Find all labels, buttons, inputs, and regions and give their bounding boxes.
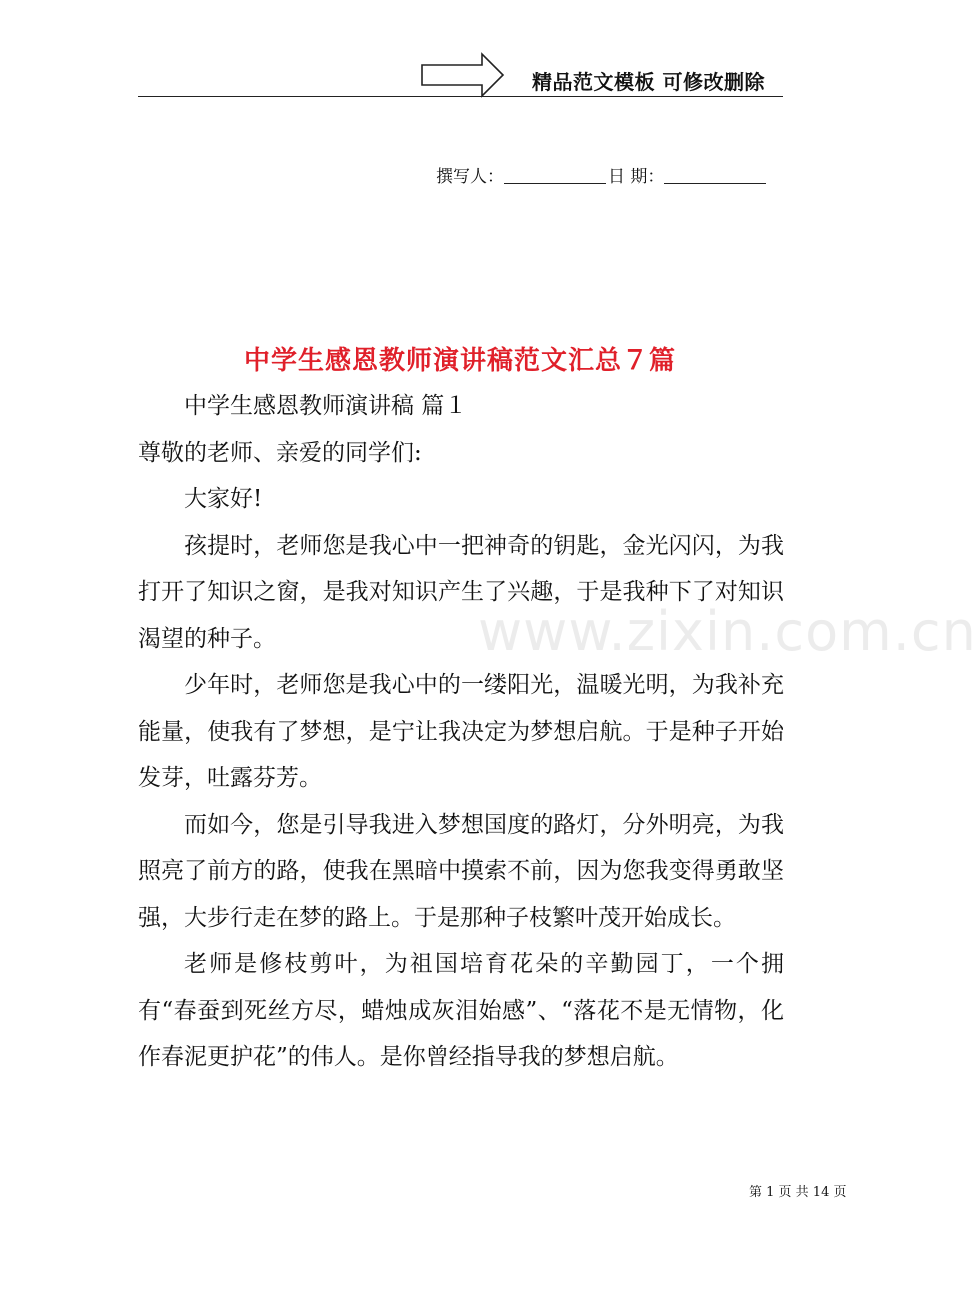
greeting: 大家好! [184,486,263,512]
author-date-line [436,162,766,187]
document-body [138,383,784,1081]
paragraph: 孩提时，老师您是我心中一把神奇的钥匙，金光闪闪，为我打开了知识之窗，是我对知识产生了兴趣，于是我种下了对知识渴望的种子。 [138,532,784,652]
salutation: 尊敬的老师、亲爱的同学们: [138,439,422,466]
date-blank [664,167,766,184]
header-banner: 精品范文模板 可修改删除 [532,70,765,94]
header-rule [138,96,783,97]
arrow-icon [420,52,506,98]
section-heading: 中学生感恩教师演讲稿 篇１ [184,393,468,419]
watermark: www.zixin.com.cn [478,600,977,663]
page-number: 第 1 页 共 14 页 [749,1185,847,1200]
paragraph: 而如今，您是引导我进入梦想国度的路灯，分外明亮，为我照亮了前方的路，使我在黑暗中摸索不前，因为您我变得勇敢坚强，大步行走在梦的路上。于是那种子枝繁叶茂开始成长。 [138,811,784,931]
author-label: 撰写人： [436,167,504,187]
document-title: 中学生感恩教师演讲稿范文汇总７篇 [243,346,676,376]
date-label: 日 期： [608,167,665,187]
paragraph: 少年时，老师您是我心中的一缕阳光，温暖光明，为我补充能量，使我有了梦想，是宁让我决定为梦想启航。于是种子开始发芽，吐露芬芳。 [138,672,784,791]
author-blank [504,167,606,184]
paragraph: 老师是修枝剪叶，为祖国培育花朵的辛勤园丁，一个拥有“春蚕到死丝方尽，蜡烛成灰泪始感”、“落花不是无情物，化作春泥更护花”的伟人。是你曾经指导我的梦想启航。 [138,951,784,1070]
